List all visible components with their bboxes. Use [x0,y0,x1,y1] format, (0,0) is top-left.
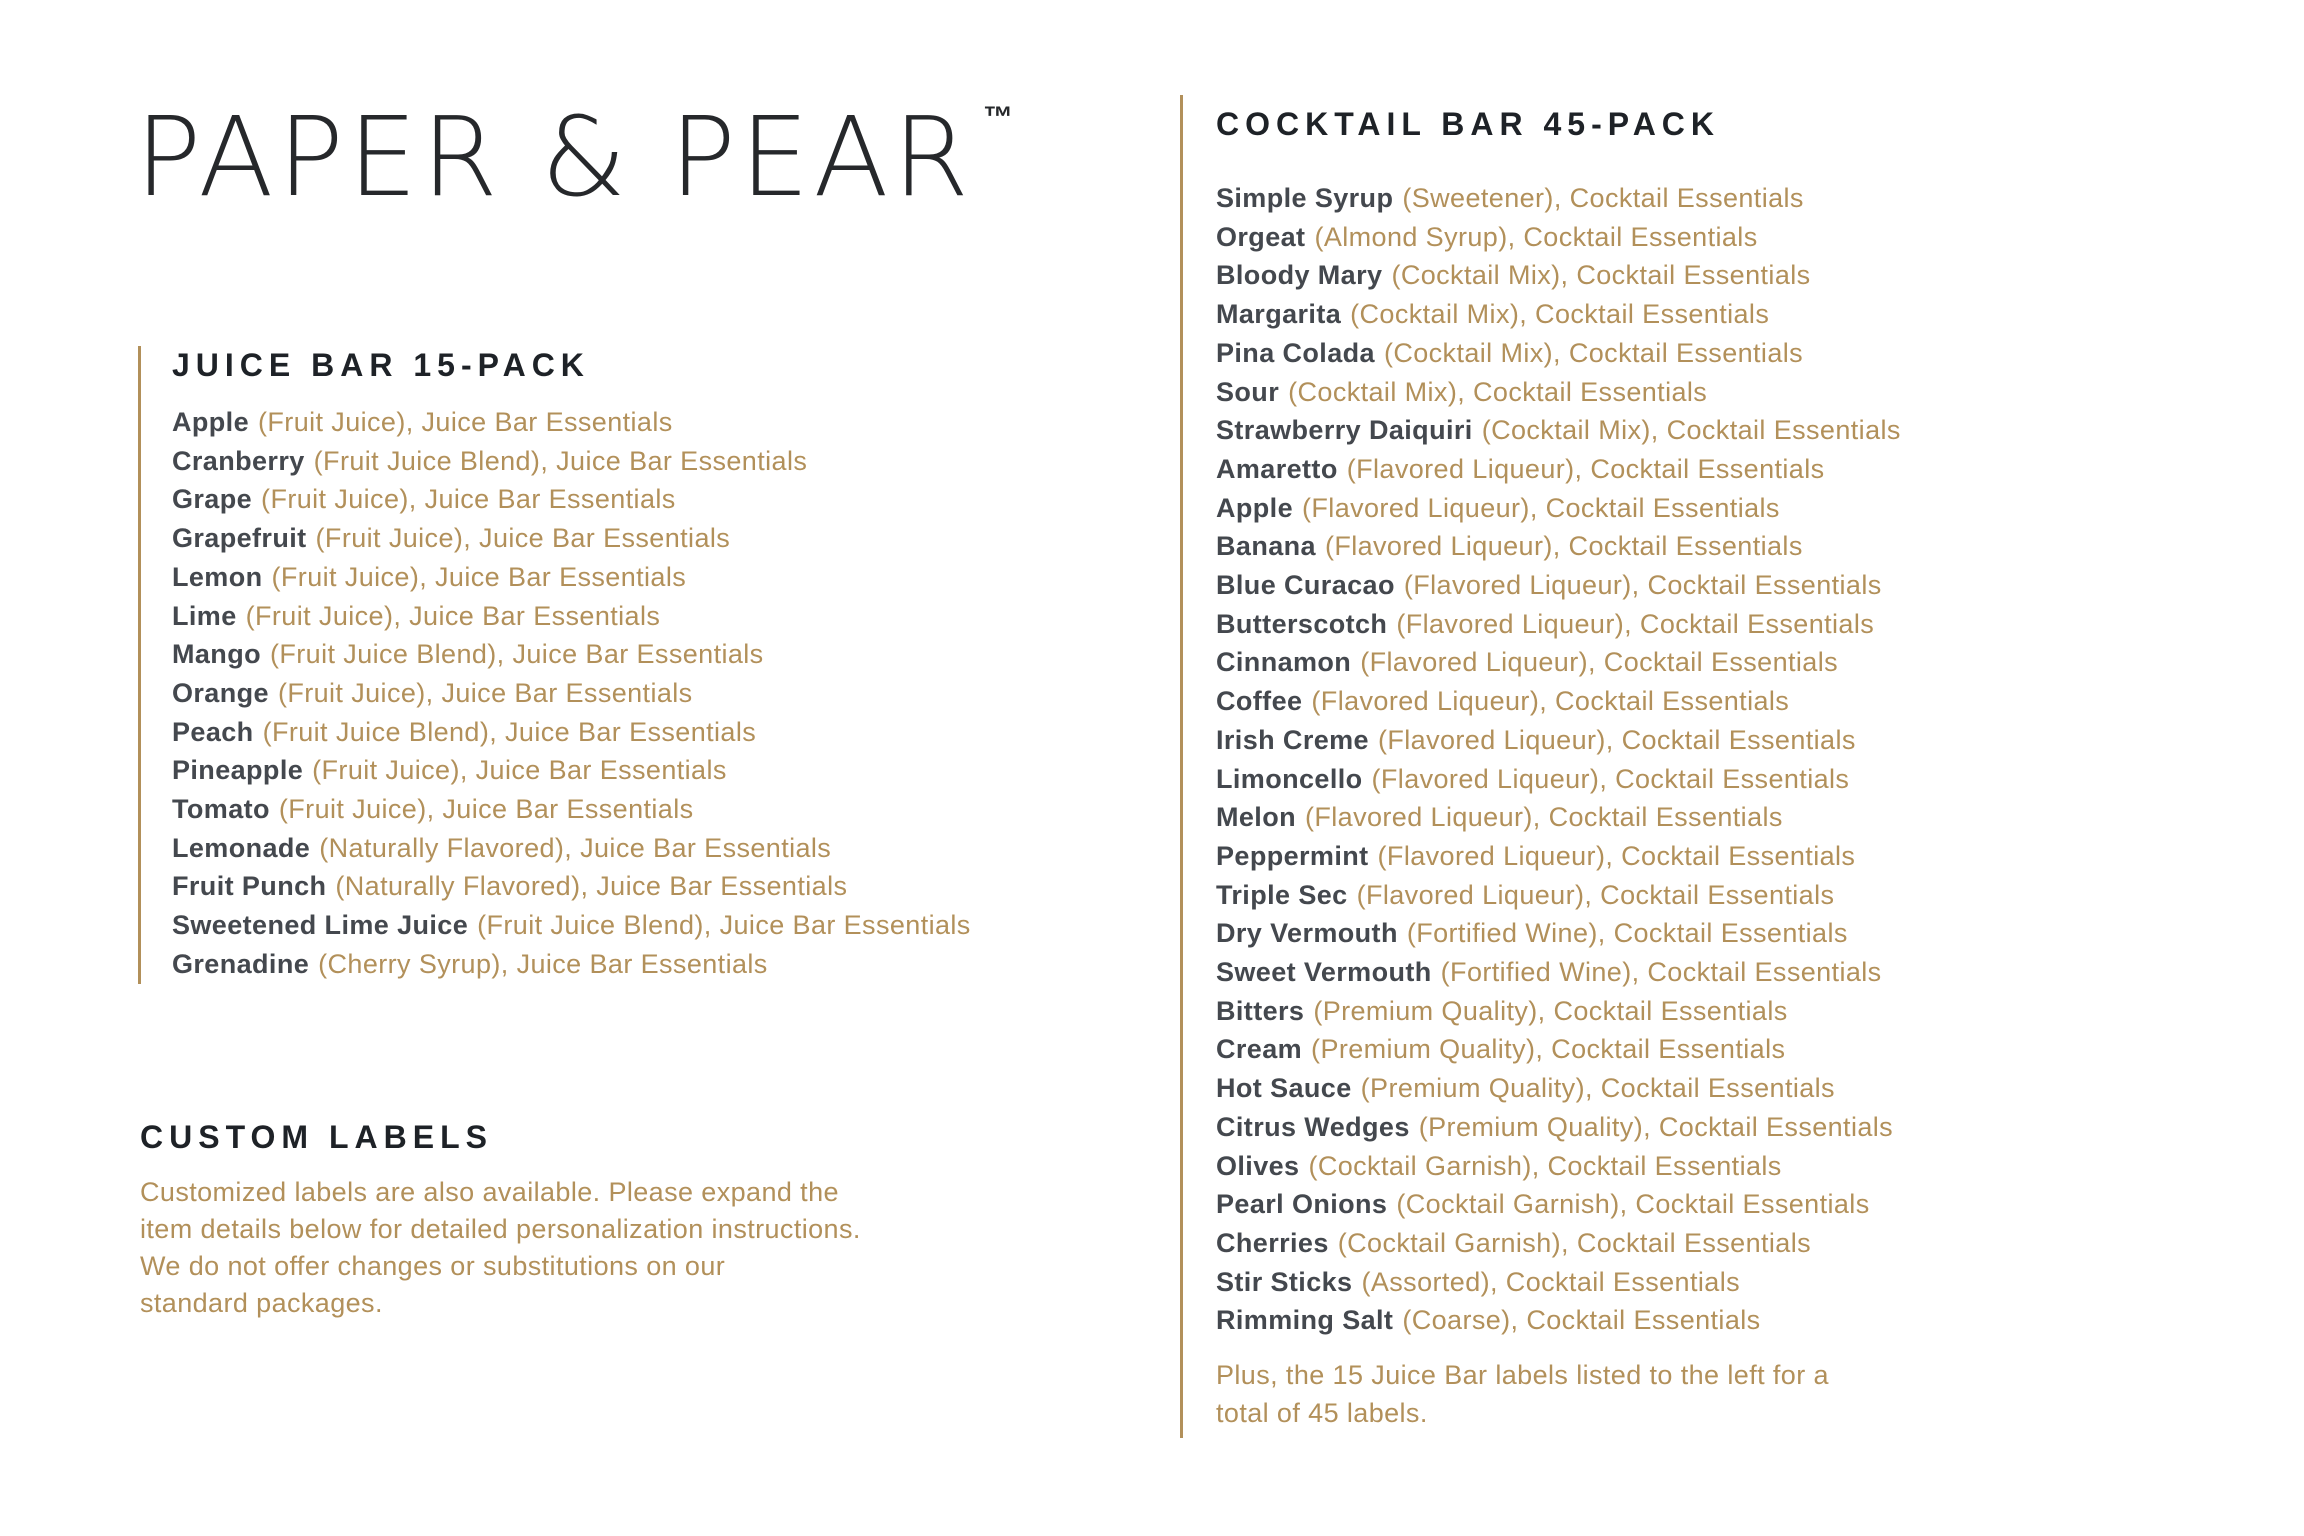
item-name: Cinnamon [1216,647,1352,678]
list-item [172,597,971,636]
brand-logo-text: PAPER & PEAR [135,93,974,221]
item-detail: (Flavored Liqueur), Cocktail Essentials [1324,531,1803,562]
item-name: Citrus Wedges [1216,1111,1410,1142]
item-name: Olives [1216,1150,1300,1181]
cocktail-note [1216,1356,1901,1432]
list-item [172,635,971,674]
list-item [1216,605,1901,644]
item-name: Strawberry Daiquiri [1216,415,1473,446]
list-item [1216,218,1901,257]
list-item [1216,876,1901,915]
item-name: Irish Creme [1216,724,1369,755]
item-detail: (Fruit Juice), Juice Bar Essentials [245,600,661,631]
item-name: Coffee [1216,686,1303,717]
list-item [1216,373,1901,412]
item-detail: (Fruit Juice), Juice Bar Essentials [258,407,673,437]
cocktail-bar-section [1180,95,1901,1438]
item-detail: (Fruit Juice), Juice Bar Essentials [261,484,676,515]
list-item [1216,643,1901,682]
note-line: total of 45 labels. [1216,1398,1428,1429]
item-detail: (Fruit Juice), Juice Bar Essentials [312,755,727,786]
list-item [172,674,971,713]
item-detail: (Fortified Wine), Cocktail Essentials [1406,918,1848,949]
item-name: Apple [1216,492,1294,523]
list-item [1216,798,1901,837]
item-name: Lime [172,600,237,631]
item-detail: (Assorted), Cocktail Essentials [1361,1266,1740,1297]
custom-labels-title: CUSTOM LABELS [140,1119,493,1155]
item-name: Sour [1216,376,1280,407]
item-detail: (Fruit Juice), Juice Bar Essentials [315,523,731,554]
item-detail: (Cocktail Mix), Cocktail Essentials [1391,260,1811,291]
item-detail: (Premium Quality), Cocktail Essentials [1418,1111,1894,1142]
list-item [1216,914,1901,953]
item-detail: (Flavored Liqueur), Cocktail Essentials [1396,608,1875,639]
item-name: Sweet Vermouth [1216,957,1432,988]
item-name: Apple [172,407,250,437]
list-item [172,403,971,442]
list-item [172,945,971,984]
list-item [1216,1301,1901,1340]
item-name: Melon [1216,802,1296,833]
list-item [1216,1108,1901,1147]
item-detail: (Cocktail Garnish), Cocktail Essentials [1396,1189,1870,1220]
item-detail: (Premium Quality), Cocktail Essentials [1311,1034,1786,1065]
item-detail: (Cocktail Garnish), Cocktail Essentials [1308,1150,1782,1181]
list-item [1216,179,1901,218]
item-name: Bloody Mary [1216,260,1383,291]
item-name: Triple Sec [1216,879,1348,910]
list-item [1216,1069,1901,1108]
item-name: Butterscotch [1216,608,1388,639]
item-name: Cherries [1216,1227,1329,1258]
item-detail: (Flavored Liqueur), Cocktail Essentials [1377,724,1856,755]
item-detail: (Flavored Liqueur), Cocktail Essentials [1403,570,1882,601]
item-name: Limoncello [1216,763,1363,794]
item-detail: (Flavored Liqueur), Cocktail Essentials [1346,453,1825,484]
item-detail: (Flavored Liqueur), Cocktail Essentials [1371,763,1850,794]
item-name: Rimming Salt [1216,1305,1394,1336]
list-item [1216,1224,1901,1263]
item-name: Amaretto [1216,453,1338,484]
item-name: Banana [1216,531,1316,562]
item-name: Hot Sauce [1216,1073,1352,1104]
item-name: Lemonade [172,832,311,863]
item-detail: (Naturally Flavored), Juice Bar Essentials [335,871,848,902]
list-item [172,829,971,868]
item-name: Cream [1216,1034,1303,1065]
list-item [1216,1030,1901,1069]
list-item [1216,411,1901,450]
paragraph-line: Customized labels are also available. Please expand the [140,1177,839,1207]
item-detail: (Flavored Liqueur), Cocktail Essentials [1356,879,1835,910]
item-detail: (Fruit Juice), Juice Bar Essentials [271,561,687,592]
list-item [1216,334,1901,373]
item-name: Orgeat [1216,221,1306,252]
paragraph-line: We do not offer changes or substitutions on our [140,1251,726,1281]
item-detail: (Cocktail Garnish), Cocktail Essentials [1337,1227,1812,1258]
list-item [172,519,971,558]
list-item [1216,837,1901,876]
list-item [172,906,971,945]
list-item [1216,721,1901,760]
list-item [1216,760,1901,799]
item-name: Blue Curacao [1216,570,1395,601]
item-name: Pina Colada [1216,337,1375,368]
item-name: Fruit Punch [172,871,327,902]
paragraph-line: standard packages. [140,1288,383,1318]
item-name: Tomato [172,794,270,825]
list-item [1216,566,1901,605]
cocktail-bar-list [1216,179,1901,1340]
item-detail: (Fruit Juice), Juice Bar Essentials [278,794,694,825]
juice-bar-section [138,346,971,984]
cocktail-bar-title: COCKTAIL BAR 45-PACK [1216,106,1721,142]
juice-bar-list [172,403,971,984]
item-name: Orange [172,677,269,708]
item-name: Grapefruit [172,523,307,554]
item-detail: (Cocktail Mix), Cocktail Essentials [1288,376,1708,407]
list-item [1216,1185,1901,1224]
item-detail: (Fruit Juice Blend), Juice Bar Essentials [313,445,808,476]
item-name: Stir Sticks [1216,1266,1353,1297]
item-name: Simple Syrup [1216,183,1394,213]
item-name: Margarita [1216,299,1342,330]
item-name: Sweetened Lime Juice [172,910,469,941]
list-item [172,751,971,790]
item-detail: (Flavored Liqueur), Cocktail Essentials [1311,686,1790,717]
item-name: Cranberry [172,445,305,476]
list-item [1216,489,1901,528]
item-name: Peppermint [1216,840,1369,871]
item-detail: (Fruit Juice), Juice Bar Essentials [277,677,693,708]
item-name: Grenadine [172,948,310,979]
item-detail: (Cocktail Mix), Cocktail Essentials [1481,415,1901,446]
list-item [1216,256,1901,295]
item-detail: (Cherry Syrup), Juice Bar Essentials [318,948,768,979]
list-item [1216,1263,1901,1302]
item-name: Pineapple [172,755,304,786]
item-detail: (Sweetener), Cocktail Essentials [1402,183,1804,213]
list-item [1216,450,1901,489]
list-item [1216,1147,1901,1186]
item-name: Lemon [172,561,263,592]
list-item [1216,527,1901,566]
item-detail: (Naturally Flavored), Juice Bar Essentials [319,832,832,863]
list-item [172,480,971,519]
item-name: Dry Vermouth [1216,918,1398,949]
list-item [1216,682,1901,721]
item-detail: (Premium Quality), Cocktail Essentials [1360,1073,1835,1104]
juice-bar-title: JUICE BAR 15-PACK [172,347,590,383]
item-detail: (Fruit Juice Blend), Juice Bar Essentials [262,716,757,747]
paragraph-line: item details below for detailed personalization instructions. [140,1214,861,1244]
custom-labels-paragraph [140,1174,861,1322]
item-name: Grape [172,484,253,515]
item-name: Bitters [1216,995,1305,1026]
item-detail: (Cocktail Mix), Cocktail Essentials [1350,299,1770,330]
note-line: Plus, the 15 Juice Bar labels listed to the left for a [1216,1360,1829,1391]
item-detail: (Fruit Juice Blend), Juice Bar Essentials [270,639,764,670]
item-detail: (Cocktail Mix), Cocktail Essentials [1383,337,1804,368]
item-detail: (Fruit Juice Blend), Juice Bar Essentials [477,910,971,941]
list-item [172,558,971,597]
list-item [172,790,971,829]
item-detail: (Almond Syrup), Cocktail Essentials [1314,221,1758,252]
item-detail: (Premium Quality), Cocktail Essentials [1313,995,1788,1026]
list-item [172,442,971,481]
brand-logo [135,93,1015,221]
item-name: Pearl Onions [1216,1189,1388,1220]
item-name: Peach [172,716,254,747]
list-item [1216,992,1901,1031]
list-item [1216,953,1901,992]
item-detail: (Flavored Liqueur), Cocktail Essentials [1305,802,1783,833]
item-detail: (Fortified Wine), Cocktail Essentials [1440,957,1882,988]
item-detail: (Coarse), Cocktail Essentials [1402,1305,1761,1336]
item-name: Mango [172,639,261,670]
item-detail: (Flavored Liqueur), Cocktail Essentials [1377,840,1856,871]
item-detail: (Flavored Liqueur), Cocktail Essentials [1360,647,1838,678]
item-detail: (Flavored Liqueur), Cocktail Essentials [1302,492,1780,523]
list-item [172,867,971,906]
list-item [172,713,971,752]
trademark-symbol: ™ [983,101,1015,134]
custom-labels-section [140,1118,861,1322]
list-item [1216,295,1901,334]
